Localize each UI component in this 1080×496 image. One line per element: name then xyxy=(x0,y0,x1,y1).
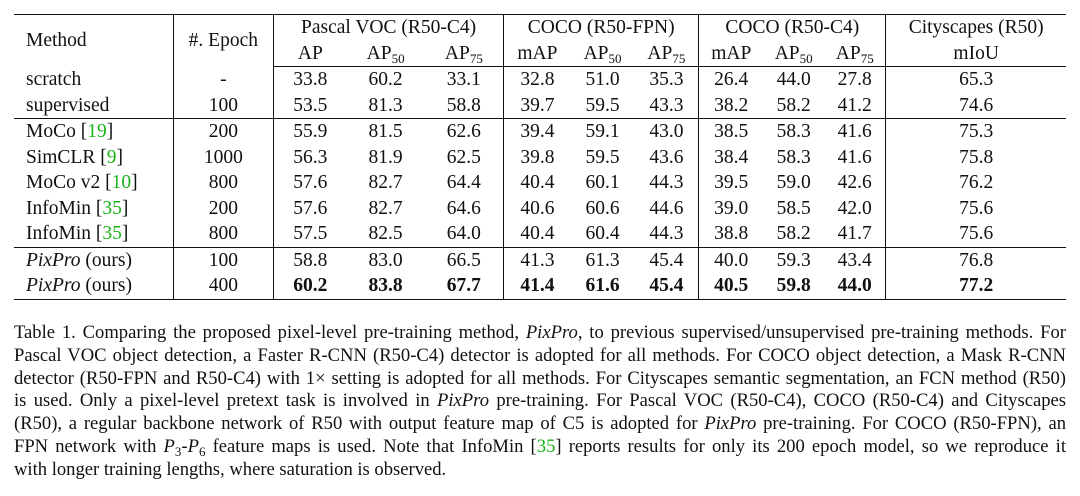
header-group-coco-c4: COCO (R50-C4) xyxy=(699,15,886,41)
value-cell: 74.6 xyxy=(959,94,994,116)
value-cell: 53.5 xyxy=(293,94,328,116)
value-cell: 41.7 xyxy=(824,221,886,247)
value-cell: 45.4 xyxy=(634,273,698,299)
value-cell: 58.2 xyxy=(776,94,811,116)
method-suffix: (ours) xyxy=(80,275,132,296)
value-cell: 59.3 xyxy=(763,247,824,273)
metric-label: mAP xyxy=(711,42,752,64)
value-cell: 61.3 xyxy=(571,247,635,273)
value-cell: 58.3 xyxy=(763,119,824,145)
caption-line-5 xyxy=(14,413,1066,436)
value-cell: 43.3 xyxy=(634,93,698,119)
value-cell: 75.3 xyxy=(886,119,1066,145)
value-cell: 44.3 xyxy=(634,170,698,196)
caption-math: - xyxy=(181,435,188,457)
value-cell: 75.6 xyxy=(959,223,994,244)
value-cell: 59.5 xyxy=(585,94,620,116)
value-cell: 44.3 xyxy=(634,221,698,247)
caption-method-name: PixPro xyxy=(525,322,578,343)
value-cell: 77.2 xyxy=(886,273,1066,299)
value-cell: 62.6 xyxy=(425,119,504,145)
metric-subscript: 75 xyxy=(672,50,686,66)
table-row xyxy=(14,247,1066,273)
metric-subscript: 50 xyxy=(391,50,405,66)
header-metric xyxy=(824,41,886,67)
value-cell: 44.0 xyxy=(824,273,886,299)
caption-text: , to previous supervised/unsupervised pre-training methods. For xyxy=(577,322,1066,343)
value-cell: 39.7 xyxy=(520,94,555,116)
method-cell: MoCo [19] xyxy=(14,119,173,145)
value-cell: 43.6 xyxy=(634,145,698,171)
value-cell: 51.0 xyxy=(585,69,620,90)
caption-text: ] reports results for only its 200 epoch model, so we reproduce it xyxy=(555,435,1067,457)
value-cell: 38.4 xyxy=(714,146,749,168)
caption-text: Pascal VOC object detection, a Faster R-CNN (R50-C4) detector is adopted for all methods. For COCO object detection, a Mask R-CNN xyxy=(14,344,1066,366)
method-cell: InfoMin [35] xyxy=(14,221,173,247)
value-cell: 55.9 xyxy=(274,119,347,145)
value-cell: 64.6 xyxy=(425,196,504,222)
metric-label: AP xyxy=(366,42,392,64)
value-cell: 81.5 xyxy=(347,119,425,145)
epoch-cell: 1000 xyxy=(173,145,274,171)
value-cell: 67.7 xyxy=(425,273,504,299)
header-metric xyxy=(425,41,504,67)
value-cell: 65.3 xyxy=(959,69,994,90)
value-cell: 40.4 xyxy=(520,223,555,244)
table-row xyxy=(14,170,1066,196)
value-cell: 41.2 xyxy=(824,93,886,119)
epoch-cell: 200 xyxy=(173,119,274,145)
method-name: PixPro xyxy=(26,275,81,296)
table-row xyxy=(14,273,1066,299)
value-cell: 76.2 xyxy=(959,172,994,193)
header-metric xyxy=(634,41,698,67)
caption-line-6 xyxy=(14,436,1066,459)
table-row xyxy=(14,221,1066,247)
caption-text: feature maps is used. Note that InfoMin [ xyxy=(205,435,537,457)
value-cell: 38.8 xyxy=(714,223,749,244)
caption-text: (R50), a regular backbone network of R50 with output feature map of C5 is adopted for xyxy=(14,413,705,435)
value-cell: 33.1 xyxy=(425,67,504,93)
citation-link[interactable]: 19 xyxy=(87,121,107,142)
method-name: scratch xyxy=(26,68,82,90)
header-method: Method xyxy=(14,15,173,67)
epoch-cell: 200 xyxy=(173,196,274,222)
value-cell: 39.5 xyxy=(714,172,749,193)
method-cell: InfoMin [35] xyxy=(14,196,173,222)
value-cell: 45.4 xyxy=(634,247,698,273)
caption-method-name: PixPro xyxy=(437,390,489,412)
value-cell: 57.5 xyxy=(293,223,328,244)
value-cell: 35.3 xyxy=(634,67,698,93)
value-cell: 66.5 xyxy=(425,247,504,273)
value-cell: 43.0 xyxy=(634,119,698,145)
value-cell: 83.0 xyxy=(347,247,425,273)
value-cell: 83.8 xyxy=(347,273,425,299)
value-cell: 57.6 xyxy=(293,172,328,193)
value-cell: 82.7 xyxy=(368,197,403,219)
method-suffix: (ours) xyxy=(80,249,132,271)
metric-label: mAP xyxy=(517,42,558,64)
caption-line-1 xyxy=(14,322,1066,345)
table-row xyxy=(14,119,1066,145)
header-metric xyxy=(886,41,1066,67)
value-cell: 58.8 xyxy=(274,247,347,273)
caption-math: P xyxy=(187,435,199,457)
value-cell: 58.2 xyxy=(776,223,811,244)
header-metric xyxy=(699,41,763,67)
caption-math-sub: 3 xyxy=(174,443,182,459)
method-cell xyxy=(14,93,173,119)
caption-method-name: PixPro xyxy=(704,413,757,435)
value-cell: 62.5 xyxy=(425,145,504,171)
value-cell: 40.0 xyxy=(699,247,763,273)
value-cell: 40.5 xyxy=(699,273,763,299)
caption-text: detector (R50-FPN and R50-C4) with 1 xyxy=(14,367,316,389)
caption-text: pre-training. For COCO (R50-FPN), an xyxy=(756,413,1066,435)
method-cell xyxy=(14,67,173,93)
value-cell: 39.4 xyxy=(504,119,571,145)
caption-line-4 xyxy=(14,390,1066,413)
value-cell: 82.7 xyxy=(368,172,403,193)
citation-link[interactable]: 9 xyxy=(106,146,117,168)
table-caption xyxy=(14,322,1066,482)
value-cell: 75.6 xyxy=(959,197,994,219)
value-cell: 59.1 xyxy=(571,119,635,145)
caption-text: Table 1. Comparing the proposed pixel-level pre-training method, xyxy=(14,322,526,343)
value-cell: 64.4 xyxy=(425,170,504,196)
caption-math-sub: 6 xyxy=(198,443,206,459)
value-cell: 57.6 xyxy=(293,197,328,219)
table-row xyxy=(14,196,1066,222)
caption-line-2 xyxy=(14,345,1066,368)
value-cell: 40.6 xyxy=(520,197,555,219)
header-metric xyxy=(763,41,824,67)
table-row xyxy=(14,93,1066,119)
header-metric xyxy=(274,41,347,67)
caption-times: × xyxy=(315,367,326,389)
value-cell: 82.5 xyxy=(368,223,403,244)
value-cell: 27.8 xyxy=(824,67,886,93)
method-name: InfoMin xyxy=(26,197,96,219)
epoch-cell: - xyxy=(173,67,274,93)
value-cell: 61.6 xyxy=(571,273,635,299)
caption-text: setting is adopted for all methods. For Cityscapes semantic segmentation, an FCN method (R50) xyxy=(325,367,1066,389)
epoch-cell: 800 xyxy=(173,221,274,247)
value-cell: 60.6 xyxy=(585,197,620,219)
citation-link[interactable]: 35 xyxy=(536,435,556,457)
value-cell: 60.2 xyxy=(274,273,347,299)
value-cell: 60.2 xyxy=(368,69,403,90)
metric-subscript: 75 xyxy=(860,50,874,66)
value-cell: 64.0 xyxy=(425,221,504,247)
header-group-pascal: Pascal VOC (R50-C4) xyxy=(274,15,504,41)
value-cell: 60.1 xyxy=(585,172,620,193)
table-row xyxy=(14,145,1066,171)
method-name: SimCLR xyxy=(26,146,101,168)
caption-line-7 xyxy=(14,459,1066,482)
value-cell: 59.0 xyxy=(776,172,811,193)
value-cell: 76.8 xyxy=(886,247,1066,273)
method-cell: MoCo v2 [10] xyxy=(14,170,173,196)
value-cell: 41.6 xyxy=(824,119,886,145)
header-metric xyxy=(571,41,635,67)
metric-label: AP xyxy=(583,42,609,64)
epoch-cell: 100 xyxy=(173,93,274,119)
value-cell: 38.2 xyxy=(714,94,749,116)
header-group-coco-fpn: COCO (R50-FPN) xyxy=(504,15,699,41)
method-name: supervised xyxy=(26,94,110,116)
caption-text: FPN network with xyxy=(14,435,164,457)
value-cell: 42.6 xyxy=(824,170,886,196)
value-cell: 41.3 xyxy=(504,247,571,273)
value-cell: 56.3 xyxy=(293,146,328,168)
citation-link[interactable]: 35 xyxy=(102,223,122,244)
value-cell: 58.8 xyxy=(425,93,504,119)
header-metric xyxy=(504,41,571,67)
results-table xyxy=(14,14,1066,300)
metric-label: mIoU xyxy=(953,42,999,64)
value-cell: 44.6 xyxy=(634,196,698,222)
metric-label: AP xyxy=(835,42,861,64)
header-group-cityscapes: Cityscapes (R50) xyxy=(886,15,1066,41)
table-row xyxy=(14,67,1066,93)
method-name: PixPro xyxy=(26,249,81,271)
header-epoch: #. Epoch xyxy=(173,15,274,67)
method-cell xyxy=(14,247,173,273)
value-cell: 60.4 xyxy=(585,223,620,244)
value-cell: 81.3 xyxy=(368,94,403,116)
caption-text: is used. Only a pixel-level pretext task is involved in xyxy=(14,390,438,412)
header-metric xyxy=(347,41,425,67)
method-name: MoCo xyxy=(26,121,81,142)
metric-label: AP xyxy=(444,42,470,64)
method-cell: SimCLR [9] xyxy=(14,145,173,171)
value-cell: 33.8 xyxy=(293,69,328,90)
value-cell: 42.0 xyxy=(824,196,886,222)
metric-subscript: 75 xyxy=(469,50,483,66)
epoch-cell: 800 xyxy=(173,170,274,196)
metric-label: AP xyxy=(647,42,673,64)
metric-subscript: 50 xyxy=(799,50,813,66)
epoch-cell: 400 xyxy=(173,273,274,299)
value-cell: 59.5 xyxy=(585,146,620,168)
metric-label: AP xyxy=(297,42,323,64)
value-cell: 81.9 xyxy=(368,146,403,168)
caption-line-3 xyxy=(14,368,1066,391)
value-cell: 43.4 xyxy=(824,247,886,273)
caption-text: with longer training lengths, where saturation is observed. xyxy=(14,458,447,480)
value-cell: 44.0 xyxy=(776,69,811,90)
value-cell: 40.4 xyxy=(520,172,555,193)
value-cell: 58.3 xyxy=(776,146,811,168)
method-name: InfoMin xyxy=(26,223,96,244)
value-cell: 41.4 xyxy=(504,273,571,299)
epoch-cell: 100 xyxy=(173,247,274,273)
value-cell: 32.8 xyxy=(520,69,555,90)
value-cell: 75.8 xyxy=(959,146,994,168)
method-name: MoCo v2 xyxy=(26,172,106,193)
value-cell: 26.4 xyxy=(714,69,749,90)
metric-label: AP xyxy=(774,42,800,64)
value-cell: 41.6 xyxy=(824,145,886,171)
metric-subscript: 50 xyxy=(608,50,622,66)
citation-link[interactable]: 10 xyxy=(111,172,132,193)
value-cell: 59.8 xyxy=(763,273,824,299)
value-cell: 39.0 xyxy=(714,197,749,219)
method-cell xyxy=(14,273,173,299)
citation-link[interactable]: 35 xyxy=(102,197,122,219)
caption-math: P xyxy=(163,435,175,457)
value-cell: 58.5 xyxy=(776,197,811,219)
value-cell: 38.5 xyxy=(699,119,763,145)
value-cell: 39.8 xyxy=(520,146,555,168)
caption-text: pre-training. For Pascal VOC (R50-C4), COCO (R50-C4) and Cityscapes xyxy=(489,390,1066,412)
